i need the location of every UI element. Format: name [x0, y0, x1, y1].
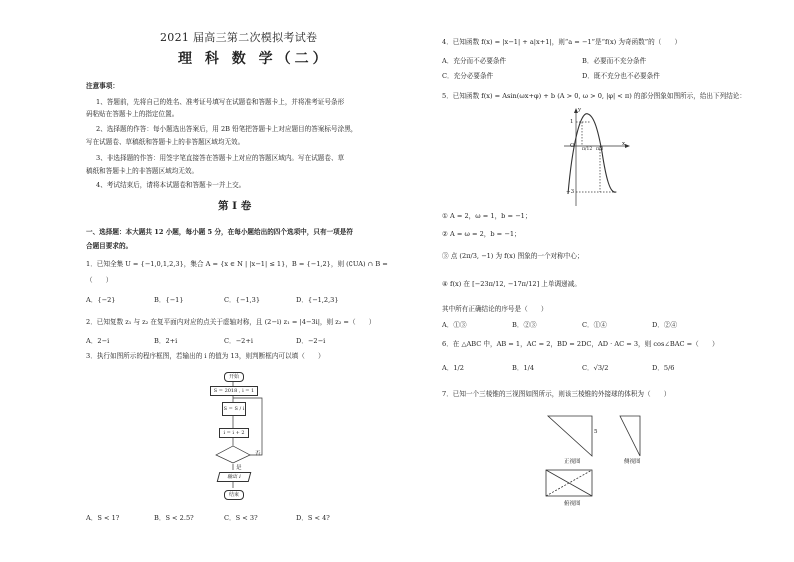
- q5-stem: 5．已知函数 f(x) = Asin(ωx+φ) + b (A > 0, ω > 0, |φ| < π) 的部分图象如图所示，给出下列结论：: [442, 92, 746, 100]
- q2-option-a: A．2−i: [86, 337, 110, 345]
- q5-graph-top-label: 1: [570, 119, 574, 125]
- q5-item-1: ① A = 2，ω = 1，b = −1；: [442, 212, 532, 220]
- q7-front-view-label: 正视图: [564, 459, 581, 465]
- q1-option-c: C．{−1,3}: [224, 296, 261, 304]
- q7-side-view-label: 侧视图: [624, 459, 641, 465]
- q6-stem: 6．在 △ABC 中，AB = 1，AC = 2，BD = 2DC，AD · AC = 3，则 cos∠BAC =（ ）: [442, 340, 719, 348]
- q5-graph-x-label: x: [622, 141, 626, 147]
- q5-item-4: ④ f(x) 在 [−23π/12, −17π/12] 上单调递减。: [442, 280, 581, 288]
- q6-option-c: C．√3/2: [582, 364, 609, 372]
- flow-step-i: i = i + 2: [219, 428, 249, 438]
- flow-init: S = 2018 , i = 1: [210, 386, 258, 396]
- exam-title: 2021 届高三第二次模拟考试卷: [160, 31, 318, 44]
- q5-graph-tick-1: π/12: [582, 147, 593, 152]
- subject-title: 理 科 数 学（二）: [178, 51, 331, 67]
- q2-option-c: C．−2+i: [224, 337, 253, 345]
- q4-option-c: C．充分必要条件: [442, 72, 494, 80]
- q5-item-3: ③ 点 (2π/3, −1) 为 f(x) 图象的一个对称中心；: [442, 252, 584, 260]
- q4-option-b: B．必要而不充分条件: [582, 57, 647, 65]
- q5-option-b: B．②③: [512, 321, 537, 329]
- q5-graph-y-label: y: [578, 107, 582, 113]
- notice-line: 1、答题前，先将自己的姓名、准考证号填写在试题卷和答题卡上，并将准考证号条形: [96, 98, 345, 106]
- q3-stem: 3．执行如图所示的程序框图，若输出的 i 的值为 13，则判断框内可以填（ ）: [86, 352, 325, 360]
- flow-start: 开始: [224, 372, 244, 382]
- notice-heading: 注意事项：: [86, 82, 119, 90]
- section-title: 第 I 卷: [218, 200, 252, 212]
- q4-option-d: D．既不充分也不必要条件: [582, 72, 660, 80]
- q7-three-views: [540, 406, 660, 510]
- q3-option-d: D．S < 4?: [296, 514, 330, 522]
- flow-decision-diamond: [215, 446, 251, 464]
- notice-line: 4、考试结束后，请将本试题卷和答题卡一并上交。: [96, 181, 246, 189]
- q1-option-a: A．{−2}: [86, 296, 116, 304]
- q7-top-view-label: 俯视图: [564, 501, 581, 507]
- q3-option-b: B．S < 2.5?: [154, 514, 194, 522]
- flow-end: 结束: [224, 490, 244, 500]
- flow-yes-label: 是: [236, 465, 242, 471]
- q4-option-a: A．充分而不必要条件: [442, 57, 507, 65]
- flow-no-label: 否: [255, 451, 261, 457]
- q5-option-a: A．①③: [442, 321, 467, 329]
- q1-stem: 1．已知全集 U = {−1,0,1,2,3}，集合 A = {x ∈ N | |x−1| ≤ 1}，B = {−1,2}，则 (∁UA) ∩ B =: [86, 260, 388, 268]
- q5-graph-origin: O: [570, 143, 575, 149]
- notice-line: 2、选择题的作答：每小题选出答案后，用 2B 铅笔把答题卡上对应题目的答案标号涂黑，: [96, 125, 358, 133]
- notice-line: 3、非选择题的作答：用签字笔直接答在答题卡上对应的答题区域内。写在试题卷、草: [96, 154, 345, 162]
- q7-stem: 7．已知一个三棱锥的三视图如图所示，则该三棱锥的外接球的体积为（ ）: [442, 390, 671, 398]
- q6-option-b: B．1/4: [512, 364, 535, 372]
- q2-option-d: D．−2−i: [296, 337, 326, 345]
- q6-option-a: A．1/2: [442, 364, 464, 372]
- q7-dim-label: 5: [594, 429, 598, 435]
- q1-paren: （ ）: [86, 276, 113, 284]
- q5-option-d: D．②④: [652, 321, 678, 329]
- q3-option-a: A．S < 1?: [86, 514, 120, 522]
- flow-output: 输出 i: [217, 472, 252, 482]
- section-intro: 一、选择题：本大题共 12 小题，每小题 5 分，在每小题给出的四个选项中，只有一项是符: [86, 228, 353, 236]
- q5-graph-tick-2: π/3: [596, 147, 604, 152]
- q4-stem: 4．已知函数 f(x) = |x−1| + a|x+1|，则“a = −1”是“f(x) 为奇函数”的（ ）: [442, 38, 682, 46]
- notice-line: 码粘贴在答题卡上的指定位置。: [86, 110, 179, 118]
- notice-line: 稿纸和答题卡上的非答题区域均无效。: [86, 167, 199, 175]
- q2-option-b: B．2+i: [154, 337, 178, 345]
- q5-option-c: C．①④: [582, 321, 607, 329]
- section-intro: 合题目要求的。: [86, 242, 133, 250]
- q5-item-2: ② A = ω = 2，b = −1；: [442, 230, 521, 238]
- q6-option-d: D．5/6: [652, 364, 675, 372]
- q1-option-b: B．{−1}: [154, 296, 184, 304]
- q1-option-d: D．{−1,2,3}: [296, 296, 339, 304]
- flow-step-s: S = S / i: [222, 402, 246, 416]
- notice-line: 写在试题卷、草稿纸和答题卡上的非答题区域均无效。: [86, 138, 245, 146]
- q5-graph-bottom-label: −3: [566, 189, 575, 195]
- q3-option-c: C．S < 3?: [224, 514, 258, 522]
- q5-ask: 其中所有正确结论的序号是（ ）: [442, 305, 548, 313]
- q2-stem: 2．已知复数 z₁ 与 z₂ 在复平面内对应的点关于虚轴对称，且 (2−i) z₁ = |4−3i|，则 z₂ =（ ）: [86, 318, 376, 326]
